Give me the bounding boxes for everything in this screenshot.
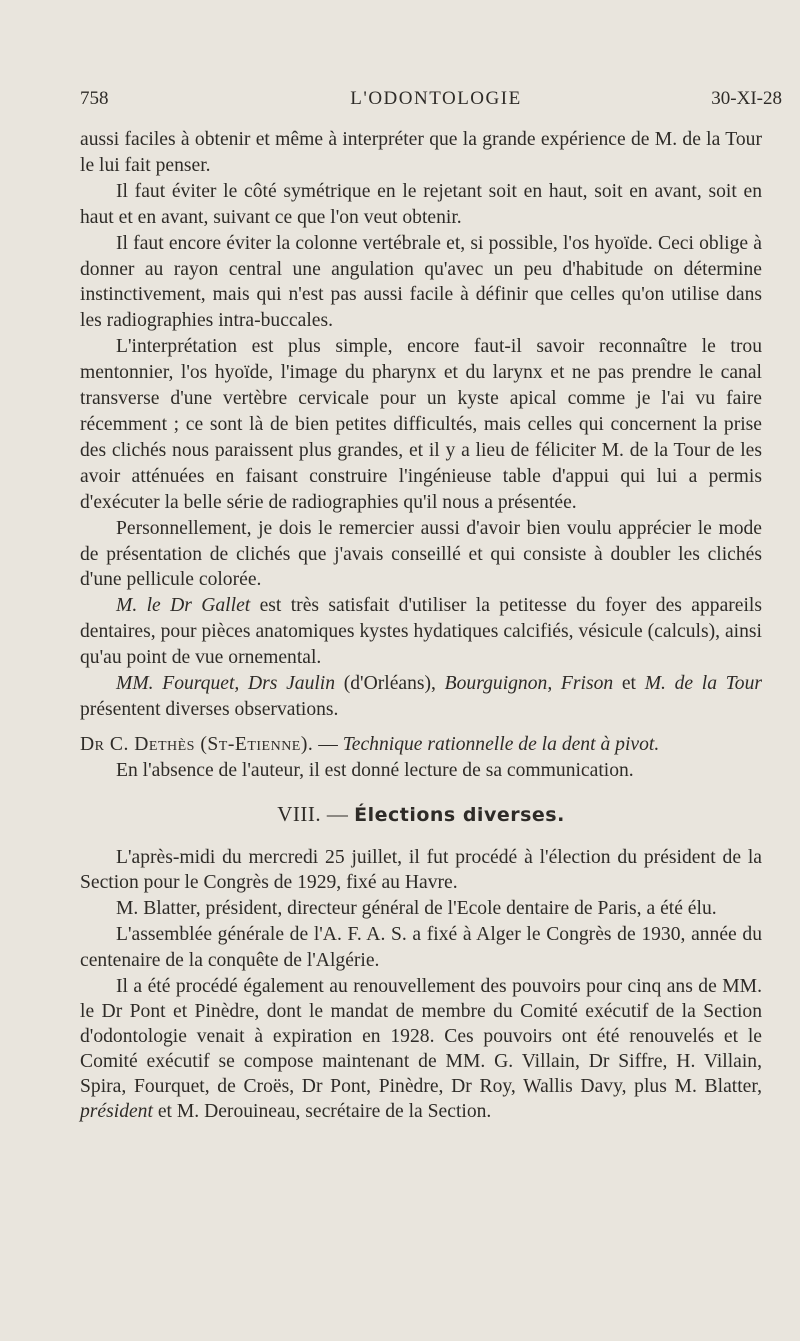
running-header <box>80 88 782 114</box>
paragraph-observations <box>80 671 762 723</box>
paragraph: L'interprétation est plus simple, encore faut-il savoir reconnaître le trou mentonnier, l'os hyoïde, l'image du pharynx et du larynx et ne pas prendre le canal transverse d'une vertèbre cervicale pour un kyste apical comme je l'ai vu faire récemment ; ce sont là de bien petites difficultés, mais celles qui concernent la prise des clichés nous paraissent plus grandes, et il y a lieu de féliciter M. de la Tour de les avoir atténuées en faisant construire l'ingénieuse table d'appui qui lui a permis d'exécuter la belle série de radiographies qu'il nous a présentée. <box>80 336 762 513</box>
section-number: VIII. — <box>277 801 349 826</box>
paragraph: L'assemblée générale de l'A. F. A. S. a fixé à Alger le Congrès de 1930, année du centenaire de la conquête de l'Algérie. <box>80 924 762 972</box>
paragraph-text: et M. Derouineau, secrétaire de la Section. <box>157 1101 492 1123</box>
role-text: président <box>80 1101 153 1123</box>
journal-title: L'ODONTOLOGIE <box>350 88 522 109</box>
page-number: 758 <box>80 88 109 109</box>
paragraph: L'après-midi du mercredi 25 juillet, il fut procédé à l'élection du président de la Section pour le Congrès de 1929, fixé au Havre. <box>80 846 762 894</box>
paragraph-text: Il a été procédé également au renouvellement des pouvoirs pour cinq ans de MM. le Dr Pont et Pinèdre, dont le mandat de membre du Comité exécutif de la Section d'odontologie venait à expiration en 1928. Ces pouvoirs ont été renouvelés et le Comité exécutif se compose maintenant de MM. G. Villain, Dr Siffre, H. Villain, Spira, Fourquet, de Croës, Dr Pont, Pinèdre, Dr Roy, Wallis Davy, plus M. Blatter, <box>80 976 762 1098</box>
communication-title: Technique rationnelle de la dent à pivot. <box>342 733 660 755</box>
section-title: Élections diverses. <box>354 803 565 826</box>
communication-heading <box>80 732 762 758</box>
paragraph: En l'absence de l'auteur, il est donné lecture de sa communication. <box>116 759 634 781</box>
article-body <box>80 127 762 1124</box>
paragraph-gallet <box>80 593 762 671</box>
speaker-names: Bourguignon, Frison <box>444 673 614 695</box>
paragraph-final <box>80 974 762 1124</box>
paragraph: Personnellement, je dois le remercier aussi d'avoir bien voulu apprécier le mode de présentation de clichés que j'avais conseillé et qui consiste à doubler les clichés d'une pellicule colorée. <box>80 517 762 591</box>
paragraph-text: présentent diverses observations. <box>80 698 339 720</box>
conjunction: et <box>621 673 636 695</box>
communication-author: Dr C. Dethès (St-Etienne). <box>80 733 314 755</box>
speaker-names: M. de la Tour <box>644 673 762 695</box>
paragraph-text: est très satisfait d'utiliser la petitesse du foyer des appareils dentaires, pour pièces anatomiques kystes hydatiques calcifiés, vésicule (calculs), ainsi qu'au point de vue ornemental. <box>80 595 763 669</box>
speaker-names: MM. Fourquet, Drs Jaulin <box>116 673 336 695</box>
speaker-name: M. le Dr Gallet <box>116 595 251 617</box>
paragraph: Il faut encore éviter la colonne vertébrale et, si possible, l'os hyoïde. Ceci oblige à donner au rayon central une angulation qu'avec un peu d'habitude on détermine instinctivement, mais qui n'est pas aussi facile à définir que celles qu'on utilise dans les radiographies intra-buccales. <box>80 232 762 332</box>
paragraph: M. Blatter, président, directeur général de l'Ecole dentaire de Paris, a été élu. <box>116 898 717 920</box>
paragraph: aussi faciles à obtenir et même à interpréter que la grande expérience de M. de la Tour le lui fait penser. <box>80 129 762 176</box>
issue-date: 30-XI-28 <box>711 88 782 109</box>
section-heading <box>80 802 762 829</box>
dash: — <box>318 733 338 755</box>
paragraph: Il faut éviter le côté symétrique en le rejetant soit en haut, soit en avant, soit en haut et en avant, suivant ce que l'on veut obtenir. <box>80 180 762 228</box>
place-text: (d'Orléans), <box>343 673 436 695</box>
